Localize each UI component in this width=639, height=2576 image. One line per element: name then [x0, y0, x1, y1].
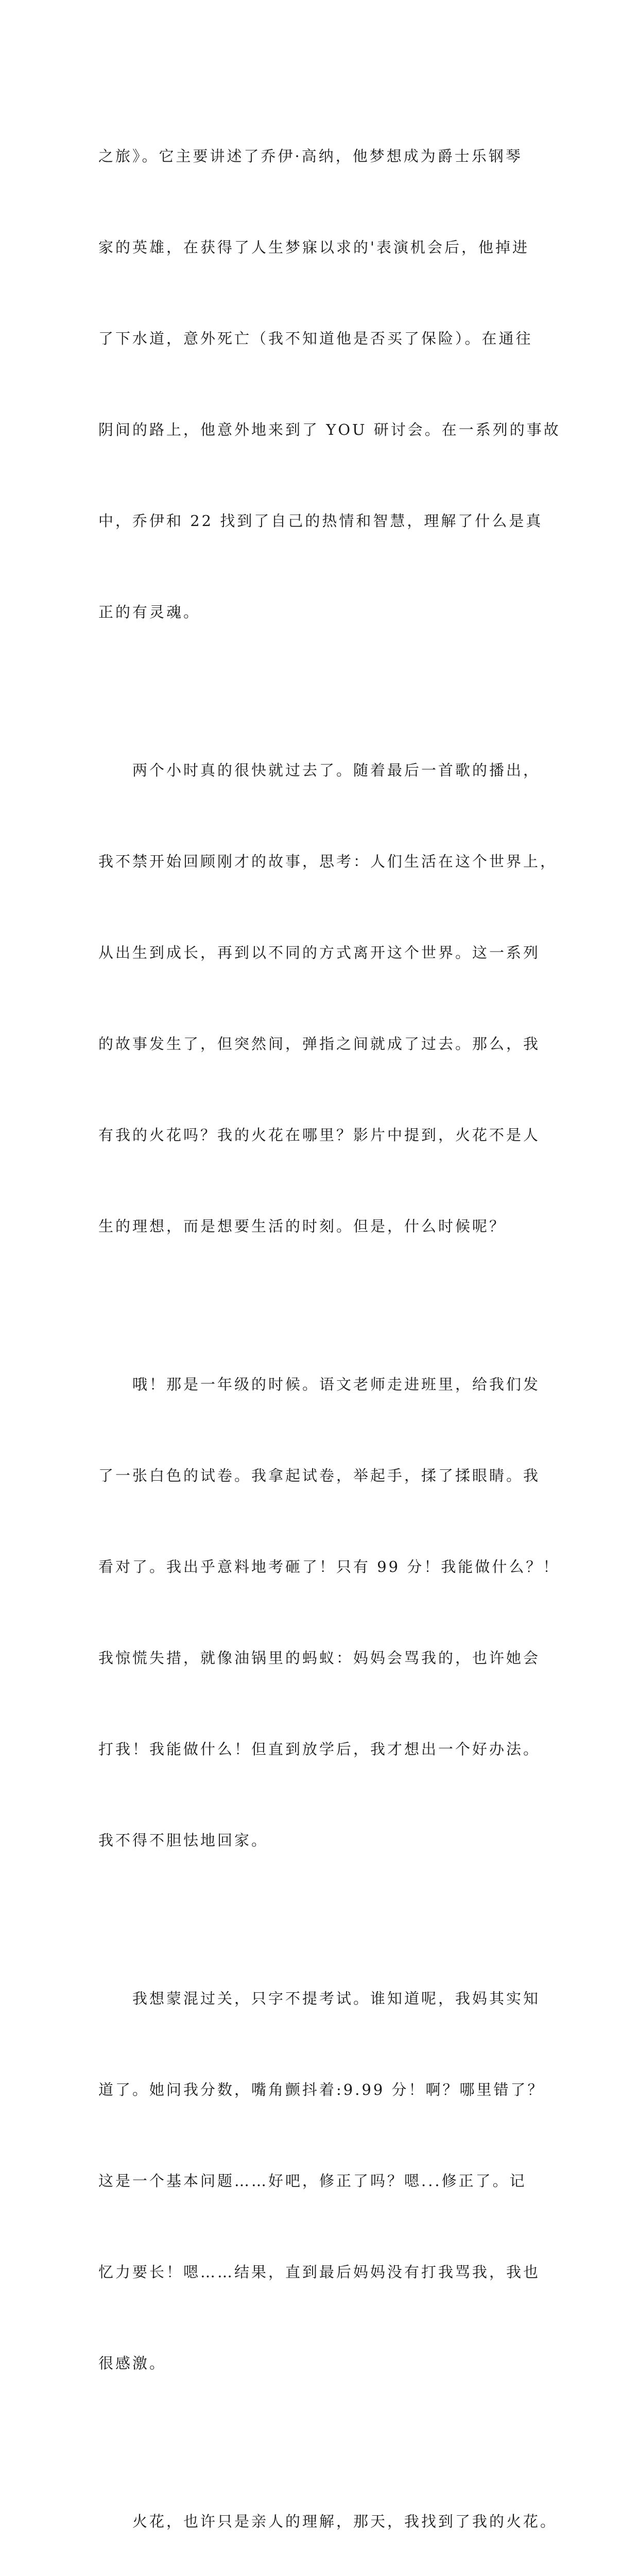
text-line: 火花，也许只是亲人的理解，那天，我找到了我的火花。: [98, 2513, 558, 2530]
text-line: 我惊慌失措，就像油锅里的蚂蚁：妈妈会骂我的，也许她会: [98, 1649, 541, 1667]
text-line: 打我！我能做什么！但直到放学后，我才想出一个好办法。: [98, 1740, 541, 1758]
text-line: 的故事发生了，但突然间，弹指之间就成了过去。那么，我: [98, 1035, 541, 1053]
text-line: 很感激。: [98, 2354, 167, 2372]
text-line: 中，乔伊和 22 找到了自己的热情和智慧，理解了什么是真: [98, 512, 543, 530]
paragraph-5: [98, 2446, 558, 2576]
paragraph-1: [98, 80, 561, 688]
paragraph-spacer: [98, 2439, 551, 2446]
text-line: 我想蒙混过关，只字不提考试。谁知道呢，我妈其实知: [98, 1990, 541, 2007]
text-line: 之旅》。它主要讲述了乔伊·高纳，他梦想成为爵士乐钢琴: [98, 147, 523, 165]
text-line: 正的有灵魂。: [98, 603, 201, 621]
text-line: 这是一个基本问题……好吧，修正了吗？嗯...修正了。记: [98, 2172, 527, 2190]
text-line: 忆力要长！嗯……结果，直到最后妈妈没有打我骂我，我也: [98, 2263, 541, 2281]
text-line: 家的英雄，在获得了人生梦寐以求的'表演机会后，他掉进: [98, 239, 529, 256]
text-line: 阴间的路上，他意外地来到了 YOU 研讨会。在一系列的事故: [98, 421, 561, 438]
paragraph-spacer: [98, 1917, 551, 1923]
text-line: 两个小时真的很快就过去了。随着最后一首歌的播出，: [98, 761, 541, 779]
text-line: 道了。她问我分数，嘴角颤抖着:9.99 分！啊？哪里错了？: [98, 2081, 545, 2098]
paragraph-3: [98, 1309, 560, 1917]
text-line: 了下水道，意外死亡（我不知道他是否买了保险）。在通往: [98, 330, 533, 347]
paragraph-4: [98, 1923, 551, 2439]
text-line: 我不禁开始回顾刚才的故事，思考：人们生活在这个世界上，: [98, 853, 558, 870]
text-line: 从出生到成长，再到以不同的方式离开这个世界。这一系列: [98, 944, 541, 961]
text-line: 生的理想，而是想要生活的时刻。但是，什么时候呢？: [98, 1217, 507, 1235]
paragraph-spacer: [98, 688, 551, 694]
text-line: 看对了。我出乎意料地考砸了！只有 99 分！我能做什么？！: [98, 1558, 560, 1575]
paragraph-2: [98, 694, 558, 1302]
text-line: 哦！那是一年级的时候。语文老师走进班里，给我们发: [98, 1376, 541, 1393]
paragraph-spacer: [98, 1302, 551, 1309]
text-line: 了一张白色的试卷。我拿起试卷，举起手，揉了揉眼睛。我: [98, 1467, 541, 1484]
text-line: 有我的火花吗？我的火花在哪里？影片中提到，火花不是人: [98, 1126, 541, 1144]
document-body: [98, 80, 561, 2576]
text-line: 我不得不胆怯地回家。: [98, 1832, 269, 1849]
